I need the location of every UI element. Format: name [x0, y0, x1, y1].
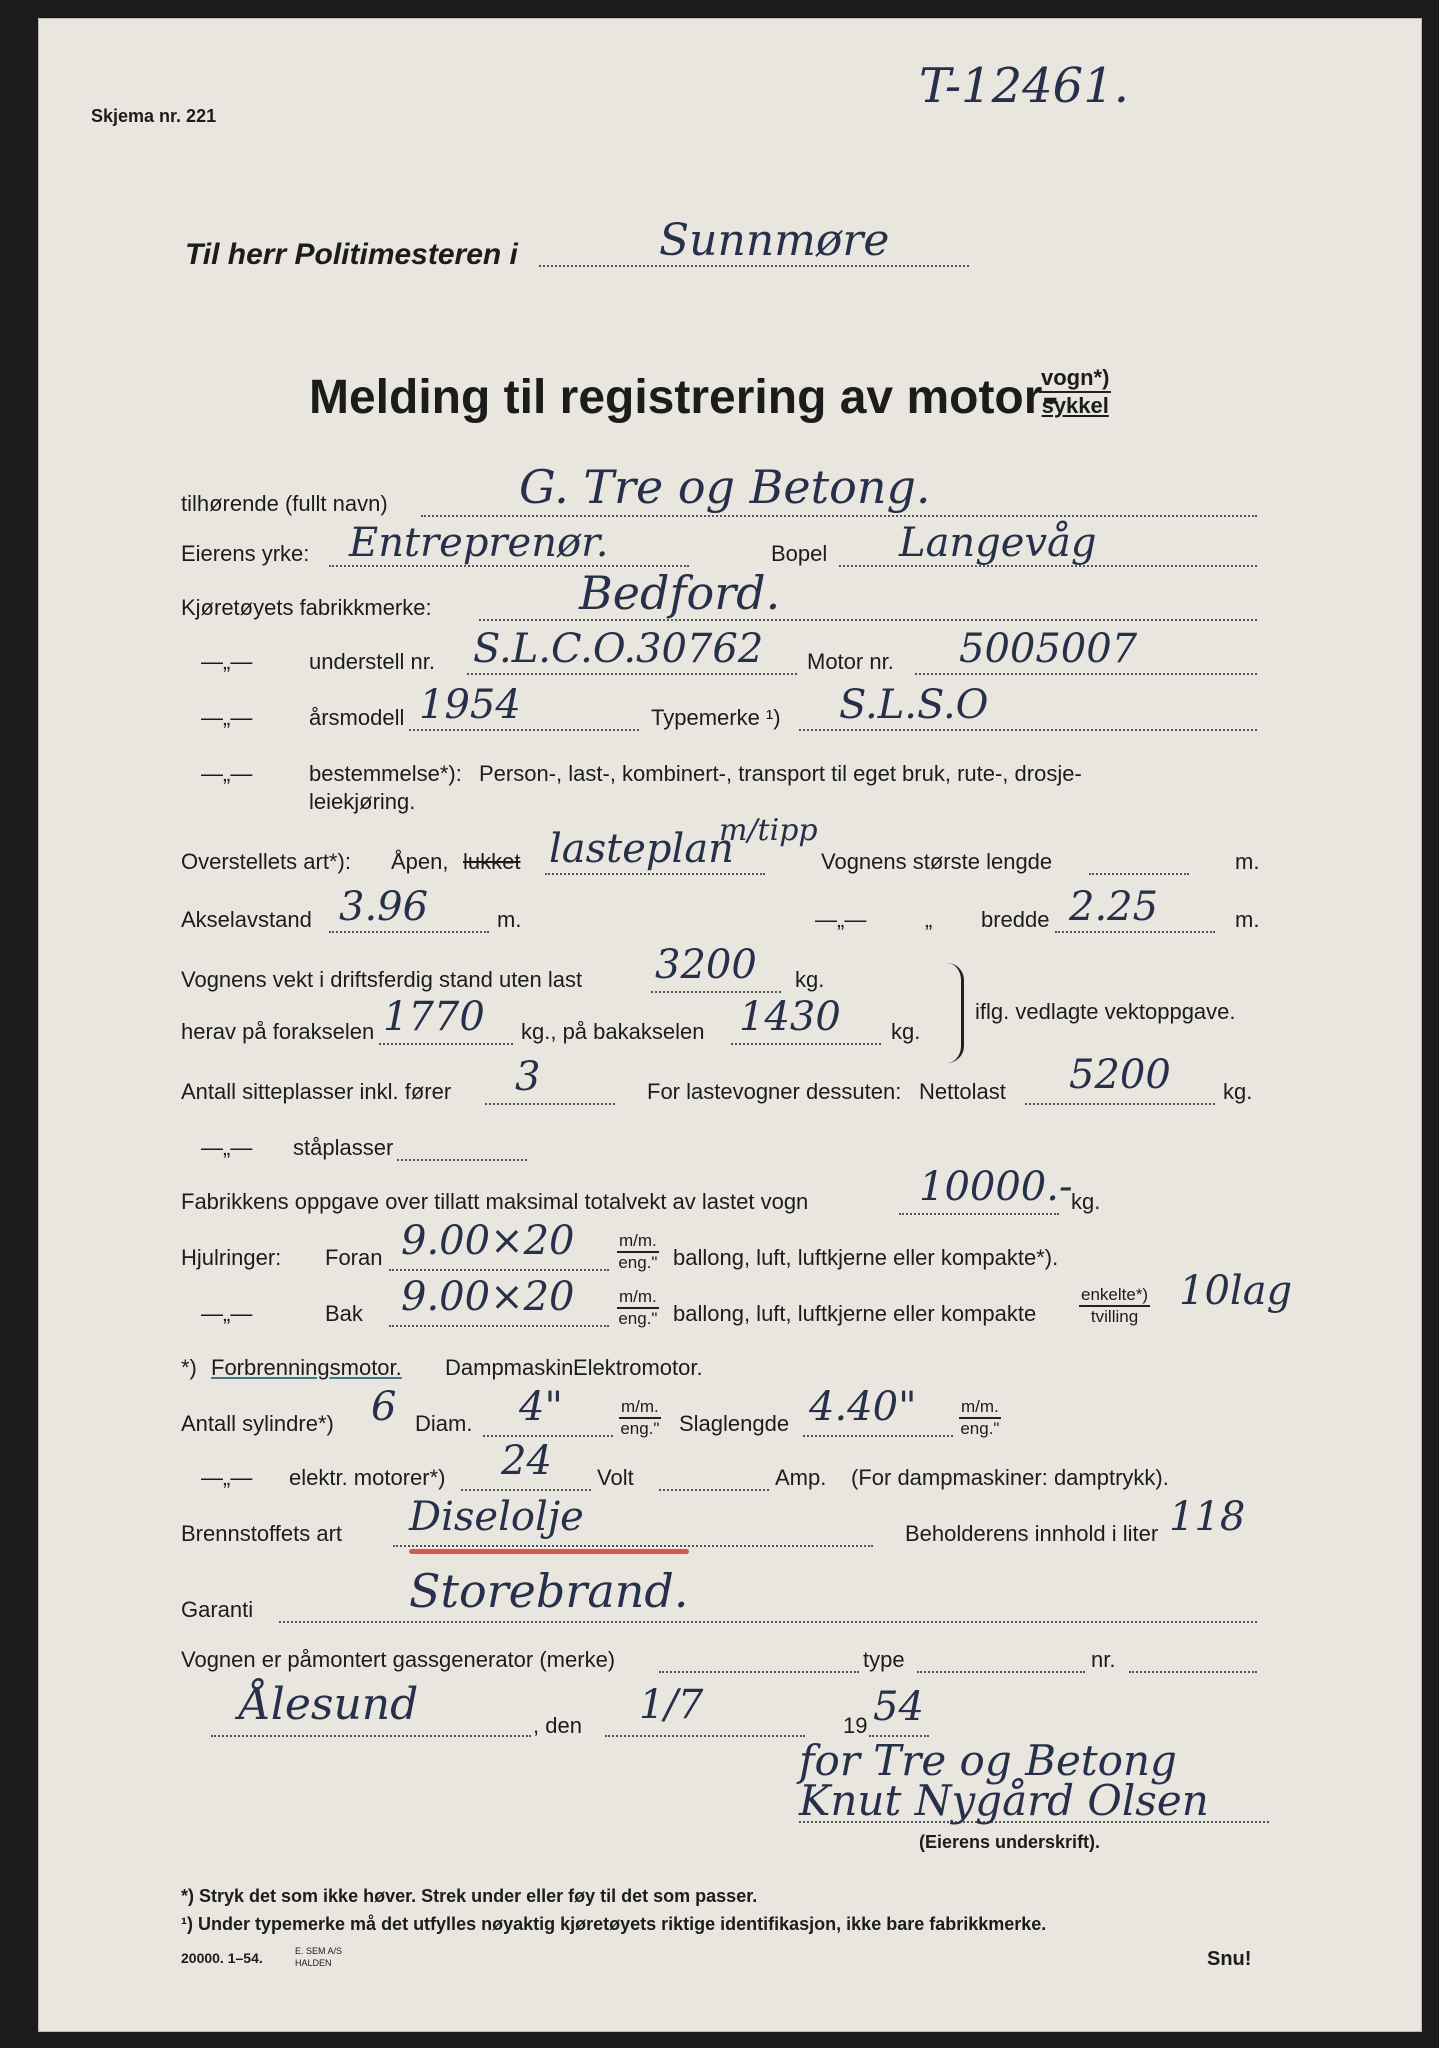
rear-axle-value: 1430 [739, 994, 841, 1040]
seats-value: 3 [515, 1054, 541, 1100]
length-label: Vognens største lengde [821, 849, 1053, 874]
gas-nr-line [1129, 1671, 1257, 1673]
occupation-label: Eierens yrke: [181, 541, 310, 566]
gas-type-line [917, 1671, 1085, 1673]
net-load-line [1025, 1103, 1215, 1105]
tires-front-value: 9.00×20 [401, 1218, 575, 1264]
net-load-label: Nettolast [919, 1079, 1006, 1104]
ditto-year: —„— [201, 705, 253, 730]
amp-line [659, 1489, 769, 1491]
signature-name: Knut Nygård Olsen [799, 1776, 1209, 1825]
bore-unit [619, 1397, 661, 1439]
purpose-label: bestemmelse*): [309, 761, 462, 786]
seats-line [485, 1103, 615, 1105]
tank-label: Beholderens innhold i liter [905, 1521, 1159, 1546]
printer-mark: E. SEM A/S HALDEN [295, 1946, 343, 1968]
width-line [1055, 931, 1215, 933]
file-number: T-12461. [919, 58, 1129, 114]
stroke-unit-top: m/m. [959, 1397, 1001, 1419]
date-label: , den [533, 1713, 582, 1738]
engine-combustion: Forbrenningsmotor. [211, 1355, 402, 1380]
wheelbase-value: 3.96 [339, 884, 429, 930]
gas-type-label: type [863, 1647, 905, 1672]
body-value: lasteplan [549, 826, 734, 872]
insurance-label: Garanti [181, 1597, 254, 1622]
gas-generator-line [659, 1671, 859, 1673]
title-suffix [1039, 365, 1111, 419]
ditto-purpose: —„— [201, 761, 253, 786]
electric-motors-label: elektr. motorer*) [289, 1465, 446, 1490]
addressee-label: Til herr Politimesteren i [185, 238, 518, 271]
front-axle-line [379, 1043, 513, 1045]
type-value: S.L.S.O [839, 682, 989, 728]
tires-front-line [389, 1269, 609, 1271]
turn-over: Snu! [1207, 1948, 1252, 1970]
ditto-rear-tires: —„— [201, 1301, 253, 1326]
year-value: 54 [873, 1684, 924, 1730]
chassis-line [467, 673, 797, 675]
net-load-unit: kg. [1223, 1079, 1253, 1104]
type-label: Typemerke ¹) [651, 705, 781, 730]
make-label: Kjøretøyets fabrikkmerke: [181, 595, 432, 620]
tires-rear-value: 9.00×20 [401, 1274, 575, 1320]
rear-axle-unit: kg. [891, 1019, 921, 1044]
body-open: Åpen, [391, 849, 449, 874]
engine-kinds-mark: *) [181, 1355, 197, 1380]
max-weight-line [899, 1213, 1059, 1215]
cylinders-label: Antall sylindre*) [181, 1411, 334, 1436]
date-line [605, 1735, 805, 1737]
single-twin [1079, 1285, 1150, 1327]
amp-label: Amp. [775, 1465, 827, 1490]
ditto-chassis: —„— [201, 649, 253, 674]
schema-label: Skjema nr. 221 [91, 106, 217, 126]
max-weight-label: Fabrikkens oppgave over tillatt maksimal totalvekt av lastet vogn [181, 1189, 809, 1214]
motor-value: 5005007 [959, 626, 1138, 672]
bore-unit-bottom: eng." [620, 1419, 660, 1438]
motor-label: Motor nr. [807, 649, 894, 674]
tires-single: enkelte*) [1079, 1285, 1150, 1307]
tires-twin: tvilling [1090, 1307, 1139, 1326]
curb-weight-value: 3200 [655, 942, 757, 988]
tires-rear-unit [617, 1287, 659, 1329]
footnote-1: *) Stryk det som ikke høver. Strek under eller føy til det som passer. [181, 1886, 758, 1906]
trucks-label: For lastevogner dessuten: [647, 1079, 902, 1104]
date-value: 1/7 [639, 1682, 704, 1728]
tires-front-label: Foran [325, 1245, 383, 1270]
volt-label: Volt [597, 1465, 634, 1490]
body-line [545, 873, 765, 875]
standing-label: ståplasser [293, 1135, 394, 1160]
rear-axle-line [731, 1043, 881, 1045]
signature-caption: (Eierens underskrift). [919, 1832, 1101, 1852]
volt-value: 24 [501, 1438, 552, 1484]
title-suffix-bottom: sykkel [1041, 393, 1109, 418]
model-year-value: 1954 [419, 682, 521, 728]
purpose-options-cont: leiekjøring. [309, 789, 416, 814]
owner-name-label: tilhørende (fullt navn) [181, 491, 388, 516]
engine-electric: Elektromotor. [573, 1355, 703, 1380]
chassis-label: understell nr. [309, 649, 435, 674]
owner-name-value: G. Tre og Betong. [519, 460, 931, 514]
stroke-label: Slaglengde [679, 1411, 790, 1436]
tires-rear-line [389, 1325, 609, 1327]
bracket-note: iflg. vedlagte vektoppgave. [975, 999, 1236, 1024]
width-ditto-mark: „ [925, 907, 933, 932]
net-load-value: 5200 [1069, 1052, 1171, 1098]
stroke-unit-bottom: eng." [960, 1419, 1000, 1438]
max-weight-value: 10000.- [919, 1164, 1073, 1210]
ditto-width: —„— [815, 907, 867, 932]
tires-rear-label: Bak [325, 1301, 363, 1326]
tires-front-unit-top: m/m. [617, 1231, 659, 1253]
make-value: Bedford. [579, 566, 781, 620]
motor-line [915, 673, 1257, 675]
place-value: Ålesund [239, 1679, 419, 1730]
occupation-value: Entreprenør. [349, 520, 609, 566]
stroke-value: 4.40" [809, 1384, 917, 1430]
form-title: Melding til registrering av motor- [309, 371, 1059, 424]
title-suffix-top: vogn*) [1039, 365, 1111, 393]
seats-label: Antall sitteplasser inkl. fører [181, 1079, 452, 1104]
front-axle-label: herav på forakselen [181, 1019, 375, 1044]
print-code: 20000. 1–54. [181, 1950, 263, 1966]
curb-weight-line [651, 991, 781, 993]
max-weight-unit: kg. [1071, 1189, 1101, 1214]
fuel-value: Diselolje [409, 1494, 584, 1540]
insurance-value: Storebrand. [409, 1564, 689, 1618]
fuel-red-underline [409, 1549, 689, 1554]
model-year-label: årsmodell [309, 705, 405, 730]
standing-line [397, 1159, 527, 1161]
curb-weight-label: Vognens vekt i driftsferdig stand uten last [181, 967, 583, 992]
tires-rear-unit-top: m/m. [617, 1287, 659, 1309]
purpose-options: Person-, last-, kombinert-, transport til eget bruk, rute-, drosje- [479, 761, 1082, 786]
tank-value: 118 [1169, 1494, 1246, 1540]
tires-label: Hjulringer: [181, 1245, 282, 1270]
tires-rear-types: ballong, luft, luftkjerne eller kompakte [673, 1301, 1037, 1326]
bore-line [483, 1435, 613, 1437]
width-value: 2.25 [1069, 884, 1159, 930]
place-line [211, 1735, 531, 1737]
bore-unit-top: m/m. [619, 1397, 661, 1419]
tires-front-types: ballong, luft, luftkjerne eller kompakte*). [673, 1245, 1059, 1270]
curb-weight-unit: kg. [795, 967, 825, 992]
residence-label: Bopel [771, 541, 828, 566]
gas-nr-label: nr. [1091, 1647, 1116, 1672]
tires-rear-unit-bottom: eng." [618, 1309, 658, 1328]
gas-generator-label: Vognen er påmontert gassgenerator (merke) [181, 1647, 616, 1672]
body-note: m/tipp [719, 813, 818, 848]
weights-bracket [947, 963, 964, 1063]
rear-axle-label: kg., på bakakselen [521, 1019, 705, 1044]
type-line [799, 729, 1257, 731]
chassis-value: S.L.C.O.30762 [473, 626, 764, 672]
length-unit: m. [1235, 849, 1260, 874]
front-axle-value: 1770 [383, 994, 485, 1040]
fuel-line [393, 1545, 873, 1547]
wheelbase-label: Akselavstand [181, 907, 312, 932]
wheelbase-line [329, 931, 489, 933]
tires-front-unit-bottom: eng." [618, 1253, 658, 1272]
fuel-label: Brennstoffets art [181, 1521, 343, 1546]
engine-steam: Dampmaskin. [445, 1355, 580, 1380]
width-unit: m. [1235, 907, 1260, 932]
tires-rear-note: 10lag [1179, 1268, 1293, 1314]
cylinders-value: 6 [371, 1384, 397, 1430]
width-label: bredde [981, 907, 1050, 932]
residence-value: Langevåg [899, 520, 1097, 566]
form-paper [38, 18, 1422, 2032]
signature-company: for Tre og Betong [799, 1736, 1177, 1785]
tires-front-unit [617, 1231, 659, 1273]
ditto-standing: —„— [201, 1135, 253, 1160]
body-label: Overstellets art*): [181, 849, 351, 874]
ditto-electric: —„— [201, 1465, 253, 1490]
stroke-line [803, 1435, 953, 1437]
footnote-2: ¹) Under typemerke må det utfylles nøyaktig kjøretøyets riktige identifikasjon, ikke bare fabrikkmerke. [181, 1914, 1047, 1934]
bore-value: 4" [519, 1384, 563, 1430]
bore-label: Diam. [415, 1411, 473, 1436]
model-year-line [409, 729, 639, 731]
steam-note: (For dampmaskiner: damptrykk). [851, 1465, 1169, 1490]
stroke-unit [959, 1397, 1001, 1439]
wheelbase-unit: m. [497, 907, 522, 932]
insurance-line [279, 1621, 1257, 1623]
volt-line [461, 1489, 591, 1491]
length-line [1089, 873, 1189, 875]
owner-name-line [421, 515, 1257, 517]
addressee-value: Sunnmøre [659, 215, 890, 266]
year-prefix: 19 [843, 1713, 868, 1738]
body-closed: lukket [463, 849, 521, 874]
